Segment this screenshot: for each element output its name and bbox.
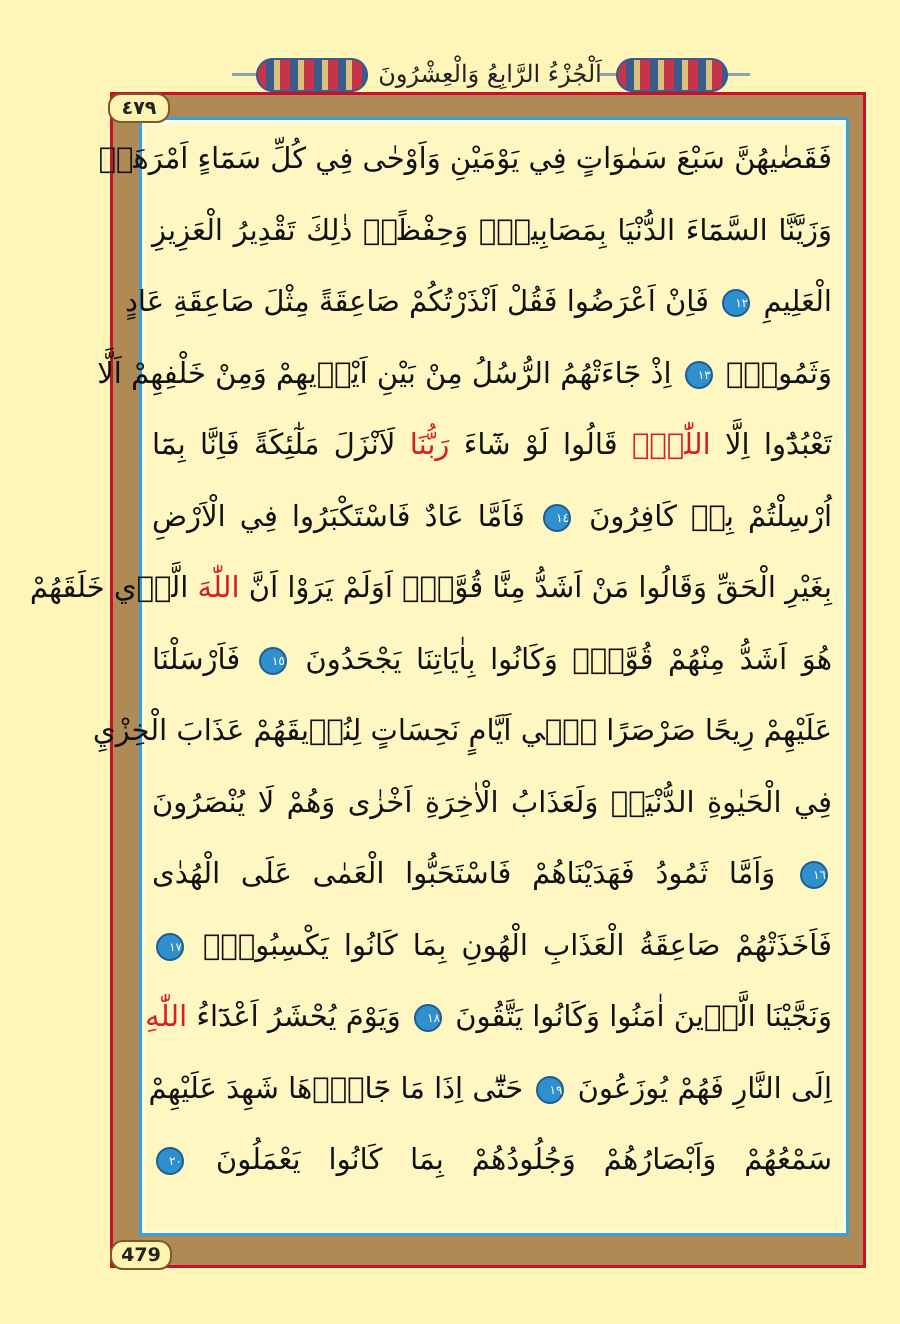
divine-name-text: اللّٰهَ	[197, 570, 240, 604]
verse-line	[152, 1134, 832, 1184]
header-ornament-left	[256, 58, 368, 92]
ayah-number-marker: ١٩	[536, 1076, 564, 1104]
page-number-bottom: 479	[110, 1240, 172, 1270]
ayah-number-marker: ١٧	[156, 933, 184, 961]
ayah-number-marker: ١٤	[543, 504, 571, 532]
verse-text: فَقَضٰيهُنَّ سَبْعَ سَمٰوَاتٍ فِي يَوْمَيْنِ وَاَوْحٰى فِي كُلِّ سَمَٓاءٍ اَمْرَهَاۜ	[98, 141, 832, 175]
divine-name-text: اللّٰهِ	[145, 999, 188, 1033]
verse-line	[152, 634, 832, 684]
verse-line	[152, 419, 832, 469]
ayah-number-marker: ١٨	[414, 1004, 442, 1032]
verse-text: وَنَجَّيْنَا الَّذٖينَ اٰمَنُوا وَكَانُوا يَتَّقُونَ	[455, 999, 832, 1033]
verse-line	[148, 1063, 832, 1113]
verse-text: سَمْعُهُمْ وَاَبْصَارُهُمْ وَجُلُودُهُمْ بِمَا كَانُوا يَعْمَلُونَ	[215, 1142, 832, 1176]
verse-line	[152, 848, 832, 898]
verse-line	[98, 133, 832, 183]
verse-line	[152, 491, 832, 541]
verse-text: اِلَى النَّارِ فَهُمْ يُوزَعُونَ	[577, 1070, 832, 1105]
verse-text: فَاَرْسَلْنَا	[152, 641, 241, 676]
verse-text: فَاَمَّا عَادٌ فَاسْتَكْبَرُوا فِي الْاَرْضِ	[152, 498, 525, 533]
verse-text: اُرْسِلْتُمْ بِهٖ كَافِرُونَ	[589, 498, 833, 533]
ayah-number-marker: ١٦	[800, 861, 828, 889]
verse-text: عَلَيْهِمْ رِيحًا صَرْصَرًا فٖٓي اَيَّامٍ نَحِسَاتٍ لِنُذٖيقَهُمْ عَذَابَ الْخِزْيِ	[92, 713, 832, 747]
verse-line	[97, 348, 832, 398]
verse-text: تَعْبُدُٓوا اِلَّا	[724, 427, 833, 461]
verse-line	[145, 991, 832, 1041]
verse-text: وَثَمُودَۜ	[725, 355, 832, 390]
verse-text: اِذْ جَٓاءَتْهُمُ الرُّسُلُ مِنْ بَيْنِ اَيْدٖيهِمْ وَمِنْ خَلْفِهِمْ اَلَّا	[97, 355, 672, 390]
verse-text: قَالُوا لَوْ شَٓاءَ	[463, 427, 618, 461]
verse-text: فِي الْحَيٰوةِ الدُّنْيَاۜ وَلَعَذَابُ الْاٰخِرَةِ اَخْزٰى وَهُمْ لَا يُنْصَرُونَ	[152, 784, 832, 819]
verse-text: وَيَوْمَ يُحْشَرُ اَعْدَٓاءُ	[196, 999, 401, 1033]
verse-text: لَاَنْزَلَ مَلٰٓئِكَةً فَاِنَّا بِمَٓا	[152, 427, 396, 461]
ayah-number-marker: ١٥	[259, 647, 287, 675]
divine-name-text: رَبُّنَا	[409, 427, 450, 461]
divine-name-text: اللّٰهَۜ	[631, 427, 711, 461]
verse-text: هُوَ اَشَدُّ مِنْهُمْ قُوَّةًۜ وَكَانُوا بِاٰيَاتِنَا يَجْحَدُونَ	[305, 641, 833, 676]
verse-line	[92, 705, 832, 755]
ayah-number-marker: ١٣	[685, 361, 713, 389]
verse-text: فَاَخَذَتْهُمْ صَاعِقَةُ الْعَذَابِ الْهُونِ بِمَا كَانُوا يَكْسِبُونَۚ	[203, 927, 832, 962]
verse-line	[152, 777, 832, 827]
juz-title: اَلْجُزْءُ الرَّابِعُ وَالْعِشْرُونَ	[378, 60, 602, 88]
ayah-number-marker: ١٢	[722, 289, 750, 317]
ayah-number-marker: ٢٠	[156, 1147, 184, 1175]
verse-text: وَاَمَّا ثَمُودُ فَهَدَيْنَاهُمْ فَاسْتَحَبُّوا الْعَمٰى عَلَى الْهُدٰى	[152, 856, 776, 890]
verse-line	[152, 920, 832, 970]
verse-line	[124, 276, 832, 326]
verse-text: بِغَيْرِ الْحَقِّ وَقَالُوا مَنْ اَشَدُّ مِنَّا قُوَّةًۜ اَوَلَمْ يَرَوْا اَنَّ	[248, 570, 832, 604]
verse-text: فَاِنْ اَعْرَضُوا فَقُلْ اَنْذَرْتُكُمْ صَاعِقَةً مِثْلَ صَاعِقَةِ عَادٍ	[124, 284, 710, 318]
verse-line	[152, 205, 832, 255]
verse-text: حَتّٰٓى اِذَا مَا جَٓاؤُ۫هَا شَهِدَ عَلَيْهِمْ	[148, 1070, 524, 1105]
verse-text: وَزَيَّنَّا السَّمَٓاءَ الدُّنْيَا بِمَصَابِيحَۗ وَحِفْظًاۜ ذٰلِكَ تَقْدِيرُ الْعَزِيزِ	[152, 212, 832, 247]
verse-text: الْعَلِيمِ	[763, 284, 832, 318]
verse-line	[29, 562, 832, 612]
page-number-top: ٤٧٩	[108, 93, 170, 123]
verse-text: الَّذٖي خَلَقَهُمْ	[29, 570, 189, 604]
header-ornament-right	[616, 58, 728, 92]
